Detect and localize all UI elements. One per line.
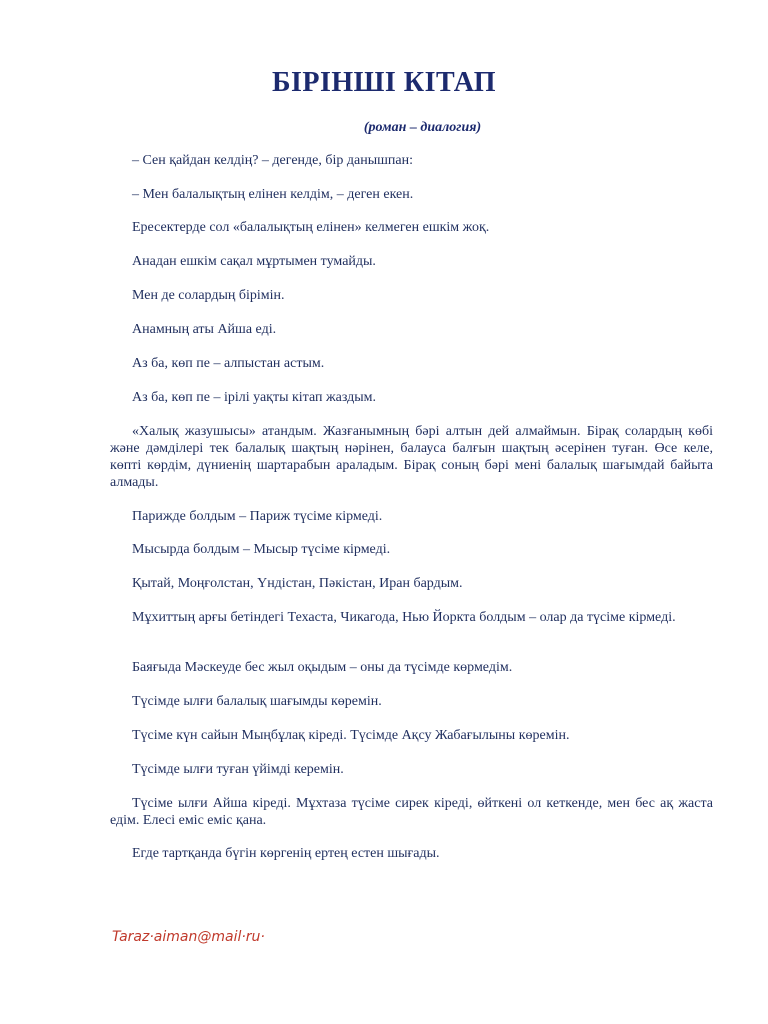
paragraph: Егде тартқанда бүгін көргенің ертең естен шығады. [132, 846, 440, 861]
page-subtitle: (роман – диалогия) [363, 120, 482, 135]
paragraph: Баяғыда Мәскеуде бес жыл оқыдым – оны да түсімде көрмедім. [132, 660, 513, 675]
paragraph: Түсіме күн сайын Мыңбұлақ кіреді. Түсімде Ақсу Жабағылыны көремін. [132, 728, 570, 743]
paragraph: Мен де солардың бірімін. [132, 288, 285, 303]
paragraph: Түсімде ылғи балалық шағымды көремін. [132, 694, 382, 709]
paragraph: Аз ба, көп пе – ірілі уақты кітап жаздым. [132, 390, 377, 405]
paragraph: – Мен балалықтың елінен келдім, – деген екен. [132, 187, 414, 202]
paragraph: Мысырда болдым – Мысыр түсіме кірмеді. [132, 542, 391, 557]
paragraph: Анадан ешкім сақал мұртымен тумайды. [132, 254, 376, 269]
paragraph: Мұхиттың арғы бетіндегі Техаста, Чикагода, Нью Йоркта болдым – олар да түсіме кірмеді. [132, 610, 676, 625]
paragraph: Анамның аты Айша еді. [132, 322, 277, 337]
paragraph: «Халық жазушысы» атандым. Жазғанымның бәрі алтын дей алмаймын. Бірақ солардың көбі және дәмділері тек балалық шақтың нәрінен, балауса балғын шақтың әсерінен туған. Өсе келе, көпті көрдім, дүниенің шартарабын араладым. Бірақ соның бәрі мені балалық шағымдай байыта алмады. [110, 424, 713, 490]
paragraph: Парижде болдым – Париж түсіме кірмеді. [132, 509, 383, 524]
paragraph: Аз ба, көп пе – алпыстан астым. [132, 356, 325, 371]
footer-email: Taraz·aiman@mail·ru· [112, 929, 265, 945]
paragraph: – Сен қайдан келдің? – дегенде, бір данышпан: [132, 153, 413, 168]
paragraph: Түсімде ылғи туған үйімді керемін. [132, 762, 344, 777]
paragraph: Ересектерде сол «балалықтың елінен» келмеген ешкім жоқ. [132, 220, 490, 235]
paragraph: Қытай, Моңғолстан, Үндістан, Пәкістан, Иран бардым. [132, 576, 463, 591]
page-title: БІРІНШІ КІТАП [271, 67, 497, 98]
paragraph: Түсіме ылғи Айша кіреді. Мұхтаза түсіме сирек кіреді, өйткені ол кеткенде, мен бес ақ жаста едім. Елесі еміс еміс қана. [110, 796, 713, 828]
